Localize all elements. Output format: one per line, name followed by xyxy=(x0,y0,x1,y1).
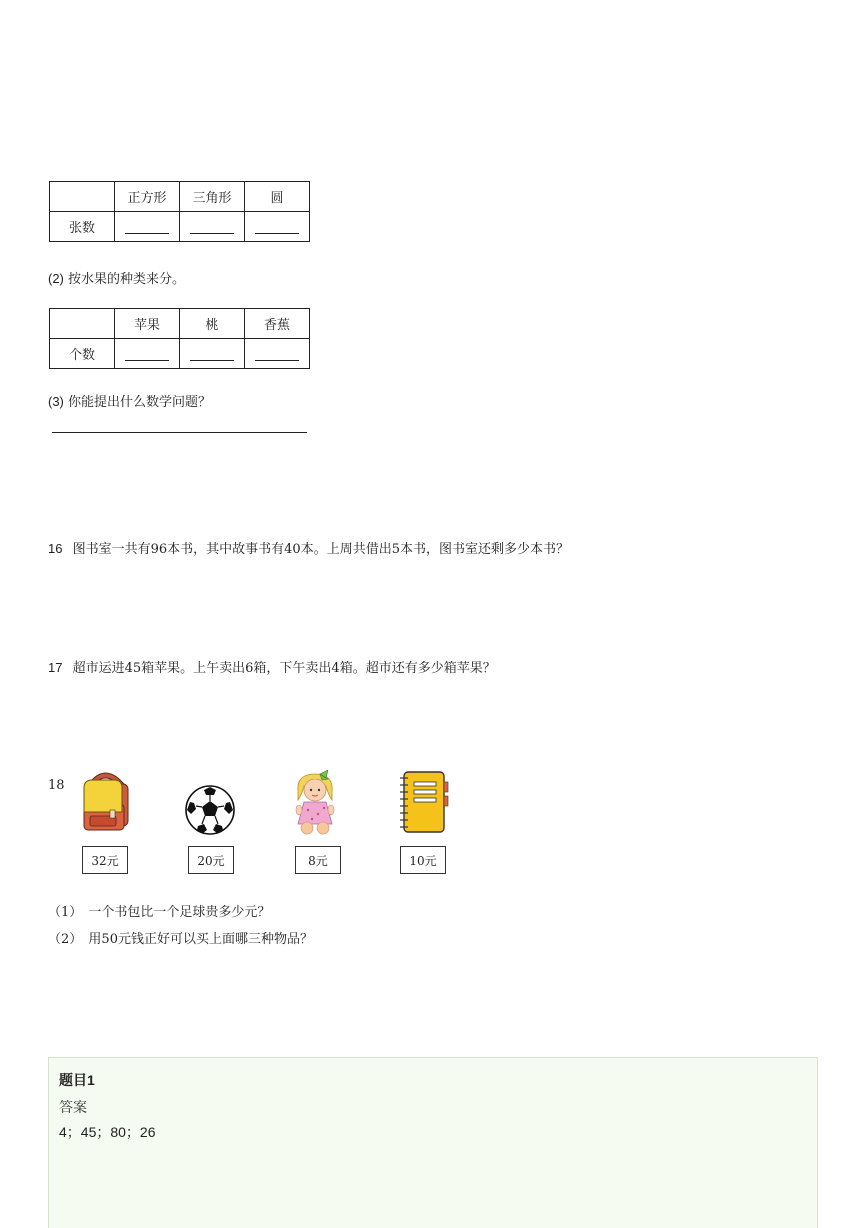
table-header-cell: 香蕉 xyxy=(245,309,310,339)
sub-question-1 xyxy=(48,901,270,920)
table-header-cell: 圆 xyxy=(245,182,310,212)
question-number: (2) xyxy=(48,271,64,286)
table-header-cell: 苹果 xyxy=(115,309,180,339)
problem-number: 18 xyxy=(48,778,65,793)
question-text: 你能提出什么数学问题？ xyxy=(68,395,212,410)
table-row-label: 个数 xyxy=(50,339,115,369)
sub-question-2 xyxy=(48,928,313,947)
answer-blank[interactable] xyxy=(245,339,310,369)
notebook-icon xyxy=(396,770,450,834)
problem-17 xyxy=(48,657,496,676)
doll-icon xyxy=(290,770,340,836)
problem-16 xyxy=(48,538,569,557)
answer-blank[interactable] xyxy=(245,212,310,242)
table-header-cell: 桃 xyxy=(180,309,245,339)
price-tag-notebook: 10元 xyxy=(400,846,446,874)
backpack-icon xyxy=(78,770,132,834)
answer-label: 答案 xyxy=(59,1100,87,1116)
problem-text: 图书室一共有96本书，其中故事书有40本。上周共借出5本书，图书室还剩多少本书？ xyxy=(72,542,569,557)
price-tag-backpack: 32元 xyxy=(82,846,128,874)
price-tag-soccer-ball: 20元 xyxy=(188,846,234,874)
sub-question-number: （1） xyxy=(48,905,83,920)
answer-title: 题目1 xyxy=(59,1072,95,1088)
answer-blank[interactable] xyxy=(180,212,245,242)
question-number: (3) xyxy=(48,394,64,409)
problem-number: 16 xyxy=(48,541,63,556)
sub-question-text: 用50元钱正好可以买上面哪三种物品？ xyxy=(88,932,313,947)
sub-question-text: 一个书包比一个足球贵多少元？ xyxy=(88,905,271,920)
answer-line[interactable] xyxy=(52,432,307,433)
table-header-cell xyxy=(50,309,115,339)
problem-number: 17 xyxy=(48,660,63,675)
question-3 xyxy=(48,391,211,410)
price-tag-doll: 8元 xyxy=(295,846,341,874)
answer-blank[interactable] xyxy=(180,339,245,369)
problem-text: 超市运进45箱苹果。上午卖出6箱，下午卖出4箱。超市还有多少箱苹果？ xyxy=(72,661,496,676)
fruit-count-table xyxy=(49,308,310,369)
answer-panel xyxy=(48,1057,818,1228)
table-header-cell xyxy=(50,182,115,212)
question-text: 按水果的种类来分。 xyxy=(68,272,186,287)
table-header-cell: 正方形 xyxy=(115,182,180,212)
shape-count-table xyxy=(49,181,310,242)
table-row-label: 张数 xyxy=(50,212,115,242)
answer-blank[interactable] xyxy=(115,212,180,242)
table-header-cell: 三角形 xyxy=(180,182,245,212)
answer-content: 4；45；80；26 xyxy=(59,1124,156,1140)
question-2 xyxy=(48,268,185,287)
soccer-ball-icon xyxy=(184,784,236,836)
sub-question-number: （2） xyxy=(48,932,83,947)
answer-blank[interactable] xyxy=(115,339,180,369)
